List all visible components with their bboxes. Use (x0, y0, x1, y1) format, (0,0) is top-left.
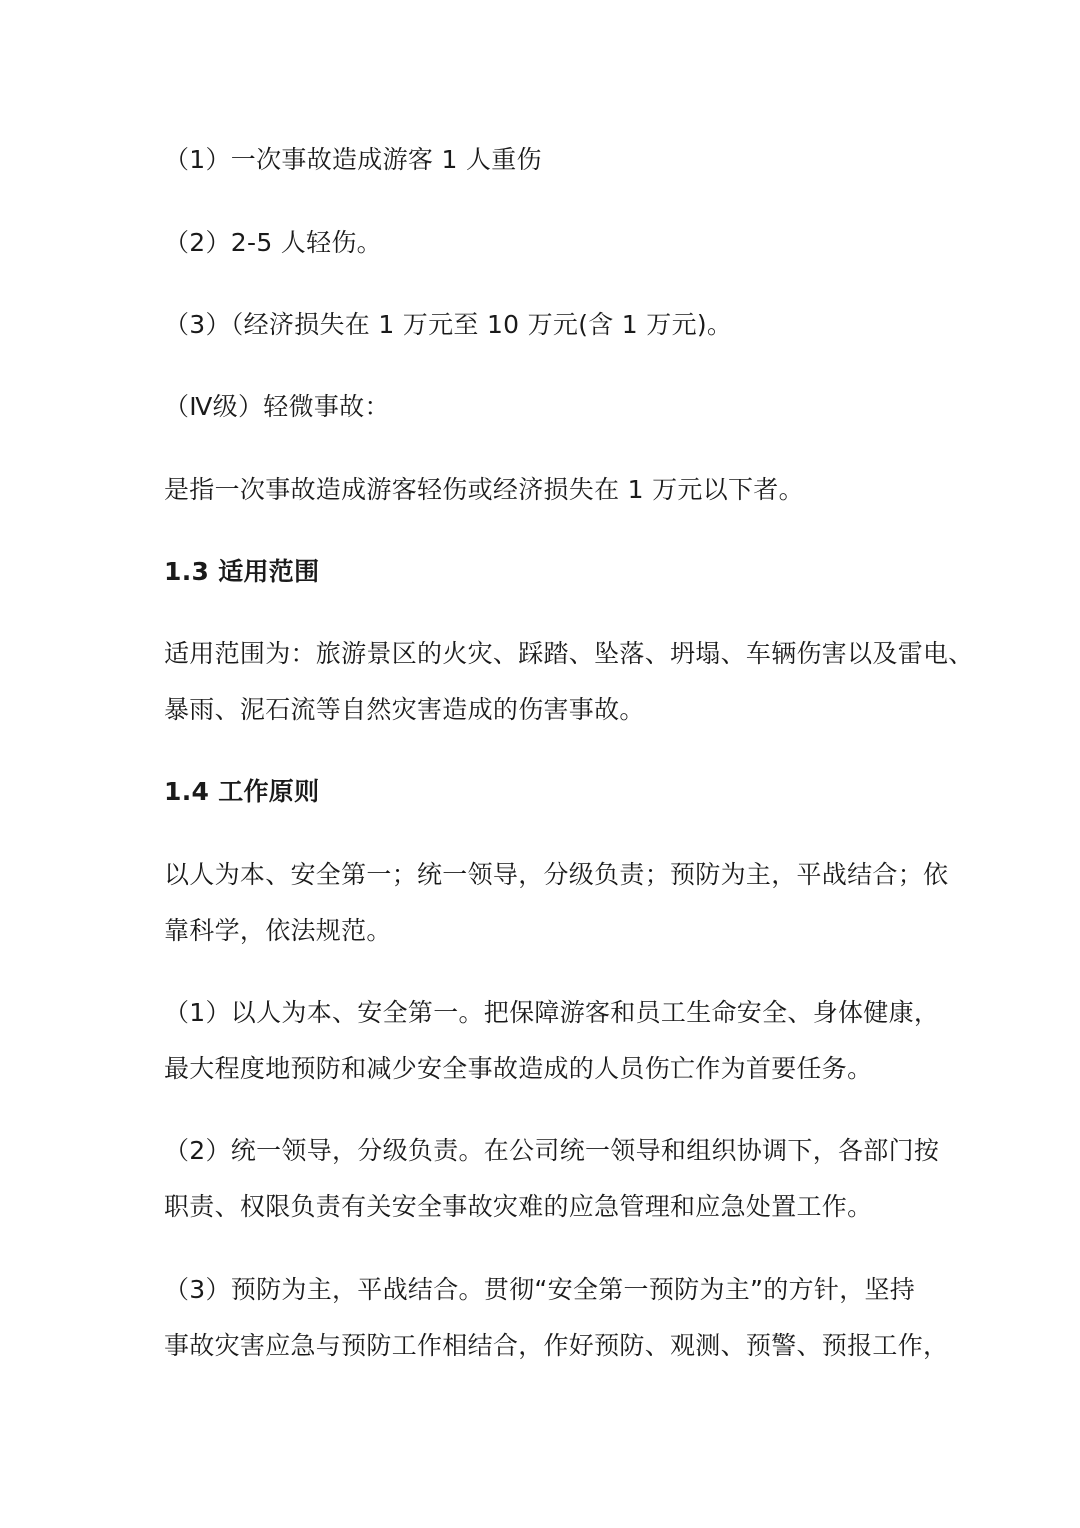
scope-paragraph-line-2: 暴雨、泥石流等自然灾害造成的伤害事故。 (164, 695, 645, 724)
item-minor-injury: （2）2-5 人轻伤。 (164, 228, 382, 257)
scope-paragraph-line-1: 适用范围为：旅游景区的火灾、踩踏、坠落、坍塌、车辆伤害以及雷电、 (164, 639, 974, 668)
principle-2-line-2: 职责、权限负责有关安全事故灾难的应急管理和应急处置工作。 (164, 1192, 873, 1221)
item-economic-loss: （3）（经济损失在 1 万元至 10 万元(含 1 万元)。 (164, 310, 733, 339)
principle-2-line-1: （2）统一领导，分级负责。在公司统一领导和组织协调下，各部门按 (164, 1136, 940, 1165)
principle-1-line-2: 最大程度地预防和减少安全事故造成的人员伤亡作为首要任务。 (164, 1054, 873, 1083)
level-iv-label: （Ⅳ级）轻微事故： (164, 392, 390, 421)
principle-3-line-2: 事故灾害应急与预防工作相结合，作好预防、观测、预警、预报工作， (164, 1331, 949, 1360)
section-heading-principles: 1.4 工作原则 (164, 777, 320, 806)
level-iv-definition: 是指一次事故造成游客轻伤或经济损失在 1 万元以下者。 (164, 475, 804, 504)
principles-paragraph-line-2: 靠科学，依法规范。 (164, 916, 392, 945)
principles-paragraph-line-1: 以人为本、安全第一；统一领导，分级负责；预防为主，平战结合；依 (164, 860, 949, 889)
item-severe-injury: （1）一次事故造成游客 1 人重伤 (164, 145, 542, 174)
section-heading-scope: 1.3 适用范围 (164, 557, 320, 586)
principle-1-line-1: （1）以人为本、安全第一。把保障游客和员工生命安全、身体健康， (164, 998, 940, 1027)
principle-3-line-1: （3）预防为主，平战结合。贯彻“安全第一预防为主”的方针，坚持 (164, 1275, 916, 1304)
